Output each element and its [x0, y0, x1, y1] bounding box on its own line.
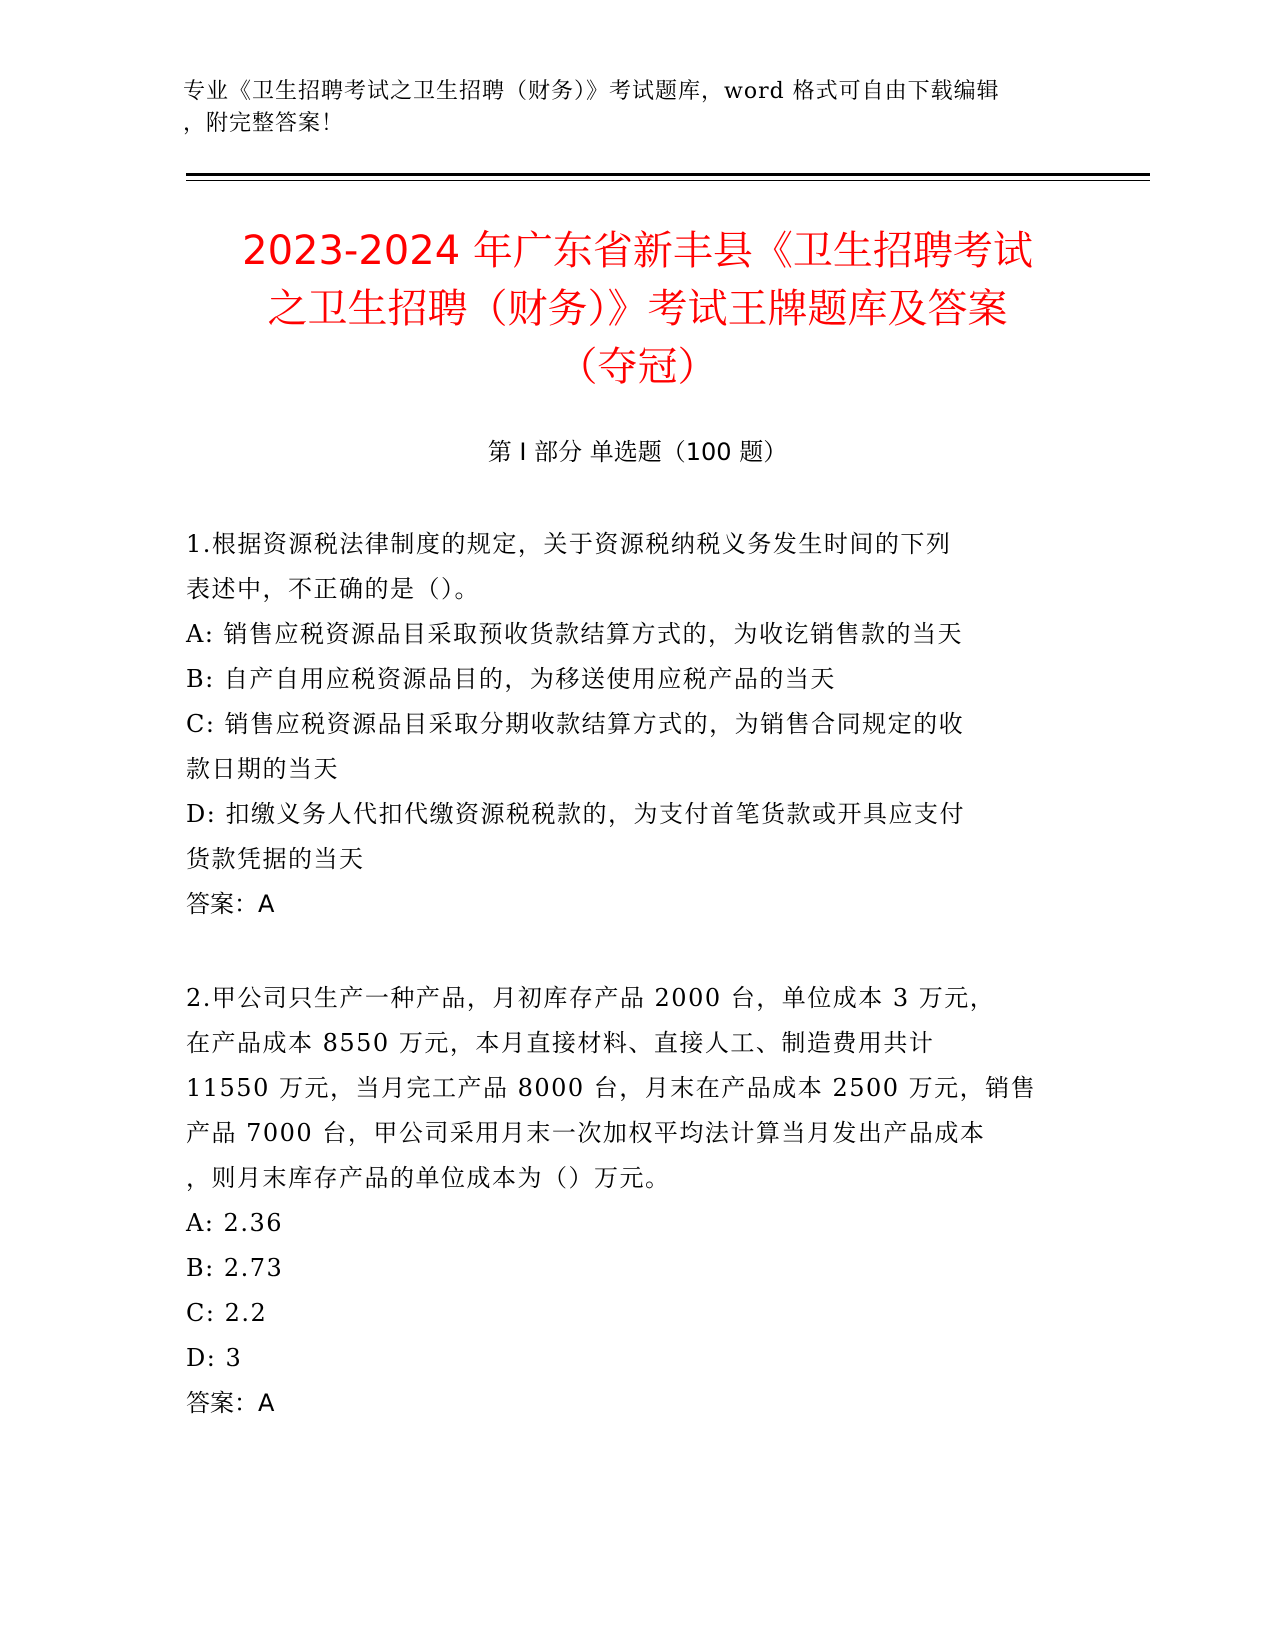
answer-label: 答案：A — [186, 890, 275, 918]
question-stem — [186, 522, 1076, 612]
question-1 — [186, 522, 1076, 927]
header-note-line-1: 专业《卫生招聘考试之卫生招聘（财务）》考试题库，word 格式可自由下载编辑 — [183, 79, 1000, 104]
stem-line: ，则月末库存产品的单位成本为（）万元。 — [186, 1164, 671, 1192]
option-line: 货款凭据的当天 — [186, 845, 365, 873]
stem-line: 1.根据资源税法律制度的规定，关于资源税纳税义务发生时间的下列 — [186, 530, 952, 558]
option-a — [186, 612, 1076, 657]
section-heading: 第 I 部分 单选题（100 题） — [487, 438, 788, 466]
document-title — [150, 222, 1125, 396]
header-divider-thick — [186, 173, 1150, 176]
stem-line: 2.甲公司只生产一种产品，月初库存产品 2000 台，单位成本 3 万元， — [186, 984, 996, 1012]
option-line: 款日期的当天 — [186, 755, 339, 783]
question-stem — [186, 976, 1076, 1201]
title-line-1: 2023-2024 年广东省新丰县《卫生招聘考试 — [242, 228, 1033, 274]
stem-line: 表述中，不正确的是（）。 — [186, 575, 480, 603]
stem-line: 在产品成本 8550 万元，本月直接材料、直接人工、制造费用共计 — [186, 1029, 935, 1057]
option-c: C: 2.2 — [186, 1299, 268, 1327]
stem-line: 11550 万元，当月完工产品 8000 台，月末在产品成本 2500 万元，销售 — [186, 1074, 1037, 1102]
option-c — [186, 702, 1076, 792]
header-note-line-2: ，附完整答案！ — [183, 111, 345, 136]
option-d: D: 3 — [186, 1344, 243, 1372]
title-line-2: 之卫生招聘（财务）》考试王牌题库及答案 — [267, 286, 1008, 332]
stem-line: 产品 7000 台，甲公司采用月末一次加权平均法计算当月发出产品成本 — [186, 1119, 986, 1147]
option-d — [186, 792, 1076, 882]
option-line: A: 销售应税资源品目采取预收货款结算方式的，为收讫销售款的当天 — [186, 620, 964, 648]
option-line: B: 自产自用应税资源品目的，为移送使用应税产品的当天 — [186, 665, 836, 693]
option-line: D: 扣缴义务人代扣代缴资源税税款的，为支付首笔货款或开具应支付 — [186, 800, 965, 828]
answer-label: 答案：A — [186, 1389, 275, 1417]
option-b — [186, 657, 1076, 702]
header-note — [183, 76, 1083, 140]
title-line-3: （夺冠） — [557, 344, 718, 390]
header-divider-thin — [186, 180, 1150, 181]
option-line: C: 销售应税资源品目采取分期收款结算方式的，为销售合同规定的收 — [186, 710, 965, 738]
option-b: B: 2.73 — [186, 1254, 284, 1282]
option-a: A: 2.36 — [186, 1209, 283, 1237]
question-2 — [186, 976, 1076, 1426]
